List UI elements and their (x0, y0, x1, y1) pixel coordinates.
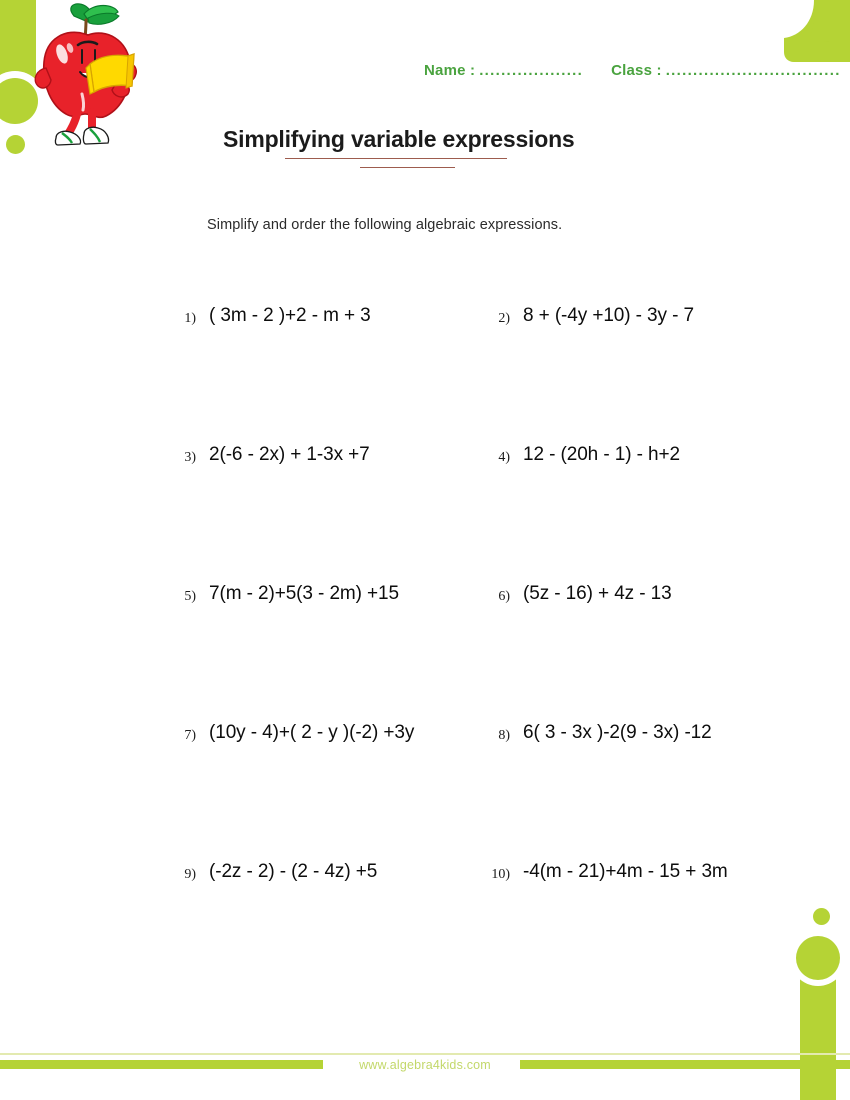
problem-item-3[interactable] (170, 444, 480, 583)
problem-expression: (10y - 4)+( 2 - y )(-2) +3y (209, 722, 415, 743)
page-title: Simplifying variable expressions (223, 126, 575, 152)
problem-item-4[interactable] (480, 444, 790, 583)
problem-row (170, 722, 790, 861)
problem-item-1[interactable] (170, 305, 480, 444)
footer-website-url[interactable]: www.algebra4kids.com (359, 1058, 491, 1072)
problem-number: 7) (184, 728, 196, 743)
student-info-row (424, 62, 841, 79)
problem-row (170, 861, 790, 961)
title-underline-secondary (360, 167, 455, 168)
problem-expression: 7(m - 2)+5(3 - 2m) +15 (209, 583, 399, 604)
footer-divider (0, 1053, 850, 1055)
problem-item-2[interactable] (480, 305, 790, 444)
top-right-green-decoration (784, 0, 850, 62)
problem-expression: 12 - (20h - 1) - h+2 (523, 444, 680, 465)
problem-number: 10) (491, 867, 510, 882)
class-dotted-line: ................................ (665, 62, 841, 79)
problem-item-10[interactable] (480, 861, 790, 961)
name-dotted-line: ................... (479, 62, 584, 79)
problem-row (170, 305, 790, 444)
bottom-right-green-dot (813, 908, 830, 925)
problem-number: 3) (184, 450, 196, 465)
problem-item-5[interactable] (170, 583, 480, 722)
problem-list (170, 305, 790, 961)
problem-expression: 8 + (-4y +10) - 3y - 7 (523, 305, 694, 326)
problem-expression: ( 3m - 2 )+2 - m + 3 (209, 305, 371, 326)
class-label: Class : (611, 62, 662, 79)
problem-expression: (-2z - 2) - (2 - 4z) +5 (209, 861, 378, 882)
problem-item-8[interactable] (480, 722, 790, 861)
problem-number: 8) (498, 728, 510, 743)
problem-number: 5) (184, 589, 196, 604)
title-underline-primary (285, 158, 507, 159)
bottom-right-green-circle (796, 936, 840, 980)
problem-row (170, 583, 790, 722)
problem-expression: 2(-6 - 2x) + 1-3x +7 (209, 444, 370, 465)
problem-expression: -4(m - 21)+4m - 15 + 3m (523, 861, 728, 882)
class-field[interactable] (611, 62, 841, 79)
problem-item-7[interactable] (170, 722, 480, 861)
problem-expression: 6( 3 - 3x )-2(9 - 3x) -12 (523, 722, 712, 743)
problem-number: 1) (184, 311, 196, 326)
apple-mascot-icon (22, 2, 172, 157)
problem-number: 2) (498, 311, 510, 326)
instruction-text: Simplify and order the following algebraic expressions. (207, 217, 563, 233)
name-field[interactable] (424, 62, 583, 79)
problem-expression: (5z - 16) + 4z - 13 (523, 583, 672, 604)
problem-number: 4) (498, 450, 510, 465)
problem-item-9[interactable] (170, 861, 480, 961)
problem-number: 9) (184, 867, 196, 882)
name-label: Name : (424, 62, 476, 79)
problem-number: 6) (498, 589, 510, 604)
problem-row (170, 444, 790, 583)
problem-item-6[interactable] (480, 583, 790, 722)
